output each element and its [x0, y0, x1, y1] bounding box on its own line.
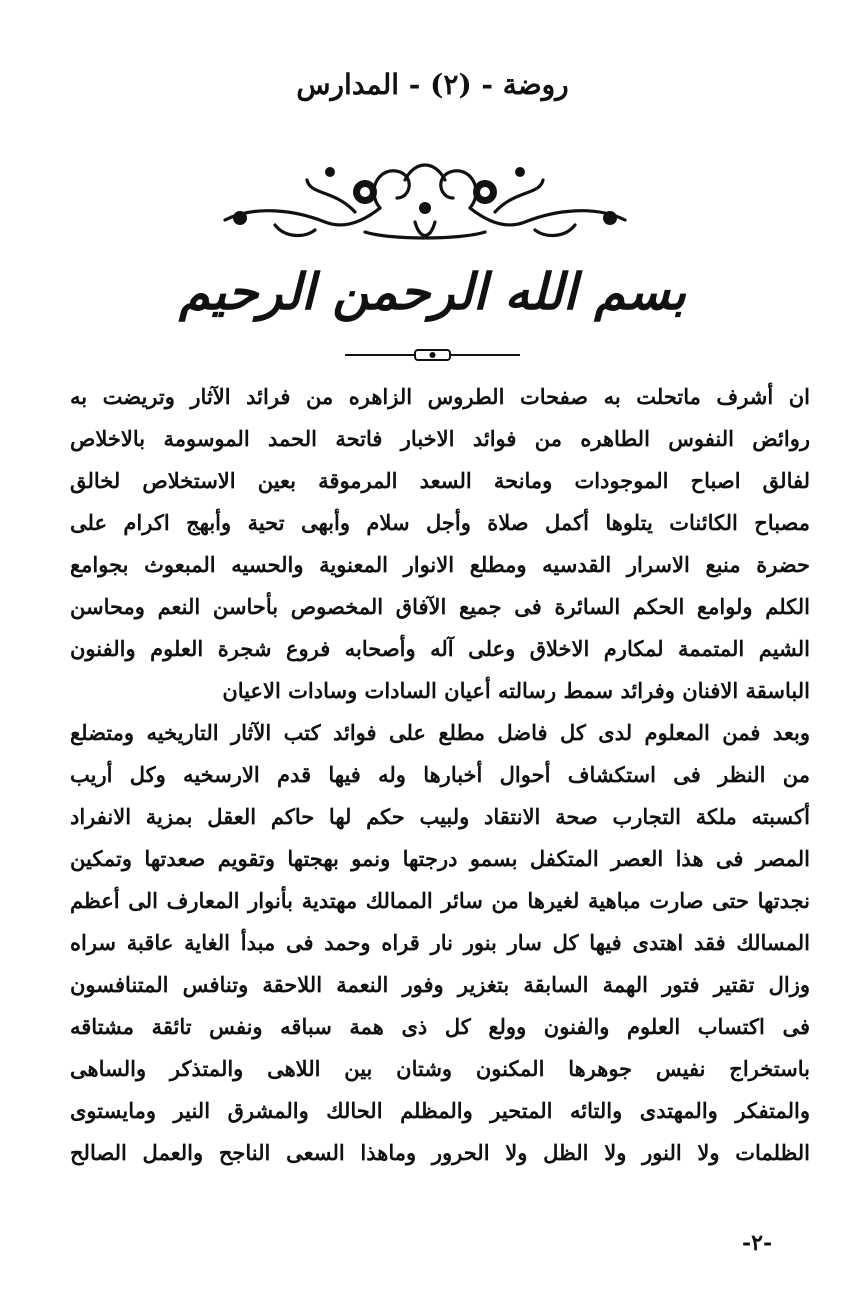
text-line: الشيم المتممة لمكارم الاخلاق وعلى آله وأصحابه فروع شجرة العلوم والفنون [70, 636, 810, 661]
basmala-heading: بسم الله الرحمن الرحيم [178, 262, 687, 321]
floral-ornament-icon [215, 150, 635, 250]
text-line: روائض النفوس الطاهره من فوائد الاخبار فاتحة الحمد الموسومة بالاخلاص [70, 426, 810, 451]
text-line: ان أشرف ماتحلت به صفحات الطروس الزاهره من فرائد الآثار وتريضت به [70, 384, 810, 409]
text-line: حضرة منبع الاسرار القدسيه ومطلع الانوار المعنوية والحسيه المبعوث بجوامع [70, 552, 810, 577]
text-line: فى اكتساب العلوم والفنون وولع كل ذى همة سباقه ونفس تائقة مشتاقه [70, 1014, 810, 1039]
text-line: وزال تقتير فتور الهمة السابقة بتغزير وفور النعمة اللاحقة وتنافس المتنافسون [70, 972, 810, 997]
text-line: والمتفكر والمهتدى والتائه المتحير والمظلم الحالك والمشرق النير ومايستوى [70, 1098, 810, 1123]
divider-ornament-icon [345, 348, 520, 362]
running-header: روضة - (٢) - المدارس [296, 68, 569, 101]
text-line: باستخراج نفيس جوهرها المكنون وشتان بين اللاهى والمتذكر والساهى [70, 1056, 810, 1081]
text-line: من النظر فى استكشاف أحوال أخبارها وله فيها قدم الارسخيه وكل أريب [70, 762, 810, 787]
text-line: الكلم ولوامع الحكم السائرة فى جميع الآفاق المخصوص بأحاسن النعم ومحاسن [70, 594, 810, 619]
text-line: نجدتها حتى صارت مباهية لغيرها من سائر الممالك مهتدية بأنوار المعارف الى أعظم [70, 888, 810, 913]
text-line: المسالك فقد اهتدى فيها كل سار بنور نار قراه وحمد فى مبدأ الغاية عاقبة سراه [70, 930, 810, 955]
page-number: -٢- [742, 1230, 773, 1256]
body-text [70, 376, 810, 1174]
text-line: الظلمات ولا النور ولا الظل ولا الحرور وماهذا السعى الناجح والعمل الصالح [70, 1140, 810, 1165]
text-line: المصر فى هذا العصر المتكفل بسمو درجتها ونمو بهجتها وتقويم صعدتها وتمكين [70, 846, 810, 871]
text-line: لفالق اصباح الموجودات ومانحة السعد المرموقة بعين الاستخلاص لخالق [70, 468, 810, 493]
text-line: وبعد فمن المعلوم لدى كل فاضل مطلع على فوائد كتب الآثار التاريخيه ومتضلع [70, 720, 810, 745]
text-line: أكسبته ملكة التجارب صحة الانتقاد ولبيب حكم لها حاكم العقل بمزية الانفراد [70, 804, 810, 829]
text-line: الباسقة الافنان وفرائد سمط رسالته أعيان السادات وسادات الاعيان [222, 678, 810, 703]
text-line: مصباح الكائنات يتلوها أكمل صلاة وأجل سلام وأبهى تحية وأبهج اكرام على [70, 510, 810, 535]
